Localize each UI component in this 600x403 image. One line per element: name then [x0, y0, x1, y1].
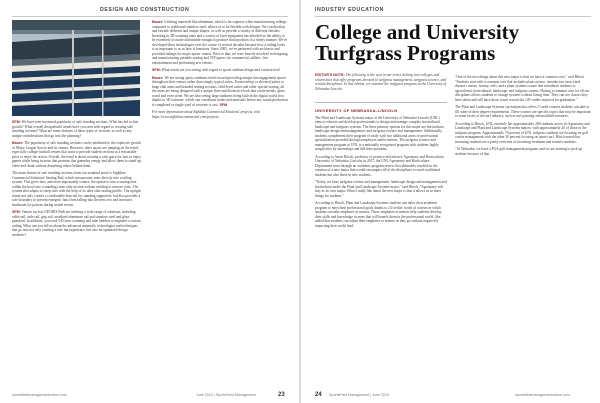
- footer-issue: June 2023 | SportsField Management: [196, 393, 256, 397]
- article-headline: [315, 22, 591, 64]
- left-page: [0, 0, 299, 403]
- answer-label: Bauer:: [152, 20, 164, 24]
- paragraph: [152, 76, 288, 108]
- paragraph: According to Amee Bitsch, professor of practice and adviser, Agronomy and Horticulture, University of Nebraska–Lincoln, in 2017, the UNL Agronomy and Horticulture Department went through an academic program review that ultimately resulted in the creation of a new major that would encompass all of the disciplines to reach traditional students but also those in new students.: [315, 154, 445, 177]
- university-subhead: UNIVERSITY OF NEBRASKA-LINCOLN: [315, 108, 398, 113]
- answer-label: Bauer:: [12, 141, 24, 145]
- question-text: What trends are you seeing with regard to sports stadium design and construction?: [161, 68, 281, 72]
- headline-line-1: College and University: [315, 20, 520, 44]
- paragraph: [12, 210, 142, 237]
- answer-text: The popularity of safe standing sections can be attributed to the explosive growth of Major League Soccer and its venues. However, other sports are jumping on the trend, especially college football venues that want to provide student sections at a reasonable price to enjoy the action. Overall, the trend is about creating a safe space for fans to enjoy games while being in areas that promote that gameday energy and allow them to stand up, cheer and chant without disturbing others behind them.: [12, 141, 142, 168]
- paragraph: The Plant and Landscape Systems major at the University of Nebraska-Lincoln (UNL) aims to educate and develop professionals to design and manage complex horticultural, landscape and turfgrass systems. The three primary options for this major are horticulture, landscape design and management, and turfgrass science and management. Additionally, students complement their program of study with two additional areas of professional specialization provided through employers and/or minors. The turfgrass science and management program at UNL is a nationally recognized program with students highly sought after by internships and full-time positions.: [315, 115, 445, 151]
- page-number: 23: [278, 392, 285, 398]
- footer-url: sportsfieldmanagementonline.com: [515, 393, 570, 397]
- paragraph: [152, 68, 288, 73]
- more-info-text: For more information about Sightline Commercial Solutions' projects, visit https://www.sightlinecommercial.com/projects.: [152, 110, 260, 119]
- question-label: SFM:: [12, 210, 21, 214]
- question-label: SFM:: [12, 120, 21, 124]
- footer-issue: SportsField Management | June 2023: [329, 393, 389, 397]
- section-label: INDUSTRY EDUCATION: [315, 7, 384, 13]
- header-rule: [12, 16, 288, 17]
- headline-line-2: Turfgrass Programs: [315, 41, 496, 65]
- stadium-photo: [12, 20, 140, 116]
- paragraph: "Today, we have turfgrass science and management, landscape design and management and horticulture under the Plant and Landscape Systems major," said Bitsch. "Agronomy will stay as its own major. What I really like about the new major is that it allows us to meet things for students.": [315, 180, 447, 198]
- answer-label: Bauer:: [152, 75, 164, 80]
- paragraph: The Plant and Landscape Systems curriculum also offers 5 credit courses students can take to fill some of their degree requirements. These courses are specific topics that may be important to some facets of the turf industry, such as turf painting and modified mixtures.: [455, 105, 591, 118]
- paragraph: According to Bitsch, Plant and Landscape Systems students can tailor their academic program to meet their professional goals thanks to 24 credits' worth of courses in which students can take emphases or minors. Those emphases or minors help students develop their skills and knowledge in areas that will benefit them in the professional world. She added that students can adjust their emphases or minors as they go without negatively impacting their credit load.: [315, 201, 442, 228]
- paragraph: "One of the nice things about this new major is that we have a common core," said Bitsch. "Students start with a common core that includes plant science, introductory insect and disease courses, botany, soils, and a plant systems course that introduces students to agricultural, horticultural, landscape, and turfgrass careers. Having a common core for all our disciplines allows students to change systems without losing time. They can see classes they have taken and still have those count toward the 120 credits required for graduation.": [455, 75, 590, 102]
- paragraph: The main feature of safe standing sections (seen our standard proof is Sightline Commercial Solutions' Seating Rail, which incorporates seats directly into a railing system. This gives fans, and more importantly venues, the option to turn a seating area within the bowl into a standing room only section without needing to remove seats. The system also adapts to steep sites with the help of its ultra slim seating profile. The upright frame not only creates a comfortable lean rail for standing supporters, but also provides a safe boundary to prevent energetic fans from falling into the next row and increases headroom for patrons during seated events.: [12, 171, 141, 207]
- left-column-a: [12, 120, 142, 240]
- editors-note: [315, 73, 447, 91]
- paragraph: "At Nebraska, we have a PGA golf management program, and we are starting to pick up students because of that: [455, 147, 582, 156]
- section-label: DESIGN AND CONSTRUCTION: [100, 7, 190, 13]
- question-label: SFM:: [152, 68, 161, 72]
- right-column-a: [315, 105, 447, 231]
- editor-label: EDITOR'S NOTE:: [315, 73, 345, 77]
- left-column-b: [152, 20, 288, 122]
- footer-url: sportsfieldmanagementonline.com: [12, 393, 67, 397]
- answer-text: We are seeing sports stadiums trend toward providing unique fan engagement spaces throughout their venues rather than simply typical suites. From rooftop or elevated patios to large club areas and branded seating sections, field-level suites and other special seating, all the areas are being designed with a unique flare and distinctive look that create metals, glass, wood and even stone. We are also seeing large stadiums being built in the digital world first thanks to 3D software, which can coordinate trades and materials before any actual production is completed or single yard of concrete is cast.: [152, 75, 288, 107]
- stadium-photo-illustration: [12, 20, 140, 116]
- paragraph: [152, 20, 288, 65]
- right-page: [301, 0, 600, 403]
- paragraph: [12, 120, 142, 138]
- paragraph: According to Bitsch, UNL currently has approximately 200 students across its Agronomy and Landscape and Plant and Landscape Systems majors, with approximately 20 of those in the turfgrass program. Approximately 70 percent of UNL turfgrass students are focusing on golf course management with the other 30 percent focusing on sports turf. Bitsch noted that incoming students are a pretty even mix of incoming freshmen and transfer students.: [455, 121, 590, 144]
- right-column-b: [455, 75, 591, 159]
- editor-note-text: The following is the next in our series delving into colleges and universities that offer programs devoted to turfgrass management, turfgrass science, and related disciplines. In this edition, we examine the turfgrass program at the University of Nebraska-Lincoln.: [315, 73, 447, 91]
- end-mark: SFM: [219, 102, 228, 107]
- question-text: Venues such as GEODIS Park are utilizing a wide range of solutions, including cable rail, aisle rail, grip rail, anodized aluminum rail and stainless steel and glass guardrail. In addition, you used 3-D laser scanning and tube benders to engineer a custom railing. What can you tell us about the advanced materials, technologies and techniques that go into not only creating a safe fan experience, but also an optimized design aesthetic?: [12, 210, 141, 237]
- header-rule: [315, 16, 591, 17]
- page-number: 24: [315, 392, 322, 398]
- question-text: We have seen increased popularity of safe standing sections. What has led to that growth? What overall design/build trends have you seen with regard to creating safe standing sections? What are some features of these types of sections, as well as any unique considerations that go into the planning?: [12, 120, 139, 138]
- editor-divider: [315, 102, 447, 103]
- answer-text: Utilizing materials like aluminum, which is far superior when manufacturing railings compared to traditional stainless steel, allows us to be flexible with designs. We can develop and extrude different and unique shapes, as well as provide a variety of different finishes. Investing in 3D scanning units and a variety of laser equipment has afforded us the ability to be extremely accurate and nimble enough to produce final products in a timely manner. We've developed these technologies over the course of several decades because how a railing looks is as important to us as how it functions. Since 2005, we've partnered with architects and provided railings for major sports venues. Prior to that, we were heavily involved in designing and manufacturing portable seating and VIP spaces for commercial, athletic, live entertainment and performing arts venues.: [152, 20, 288, 65]
- more-info: [152, 110, 288, 119]
- paragraph: [12, 141, 142, 168]
